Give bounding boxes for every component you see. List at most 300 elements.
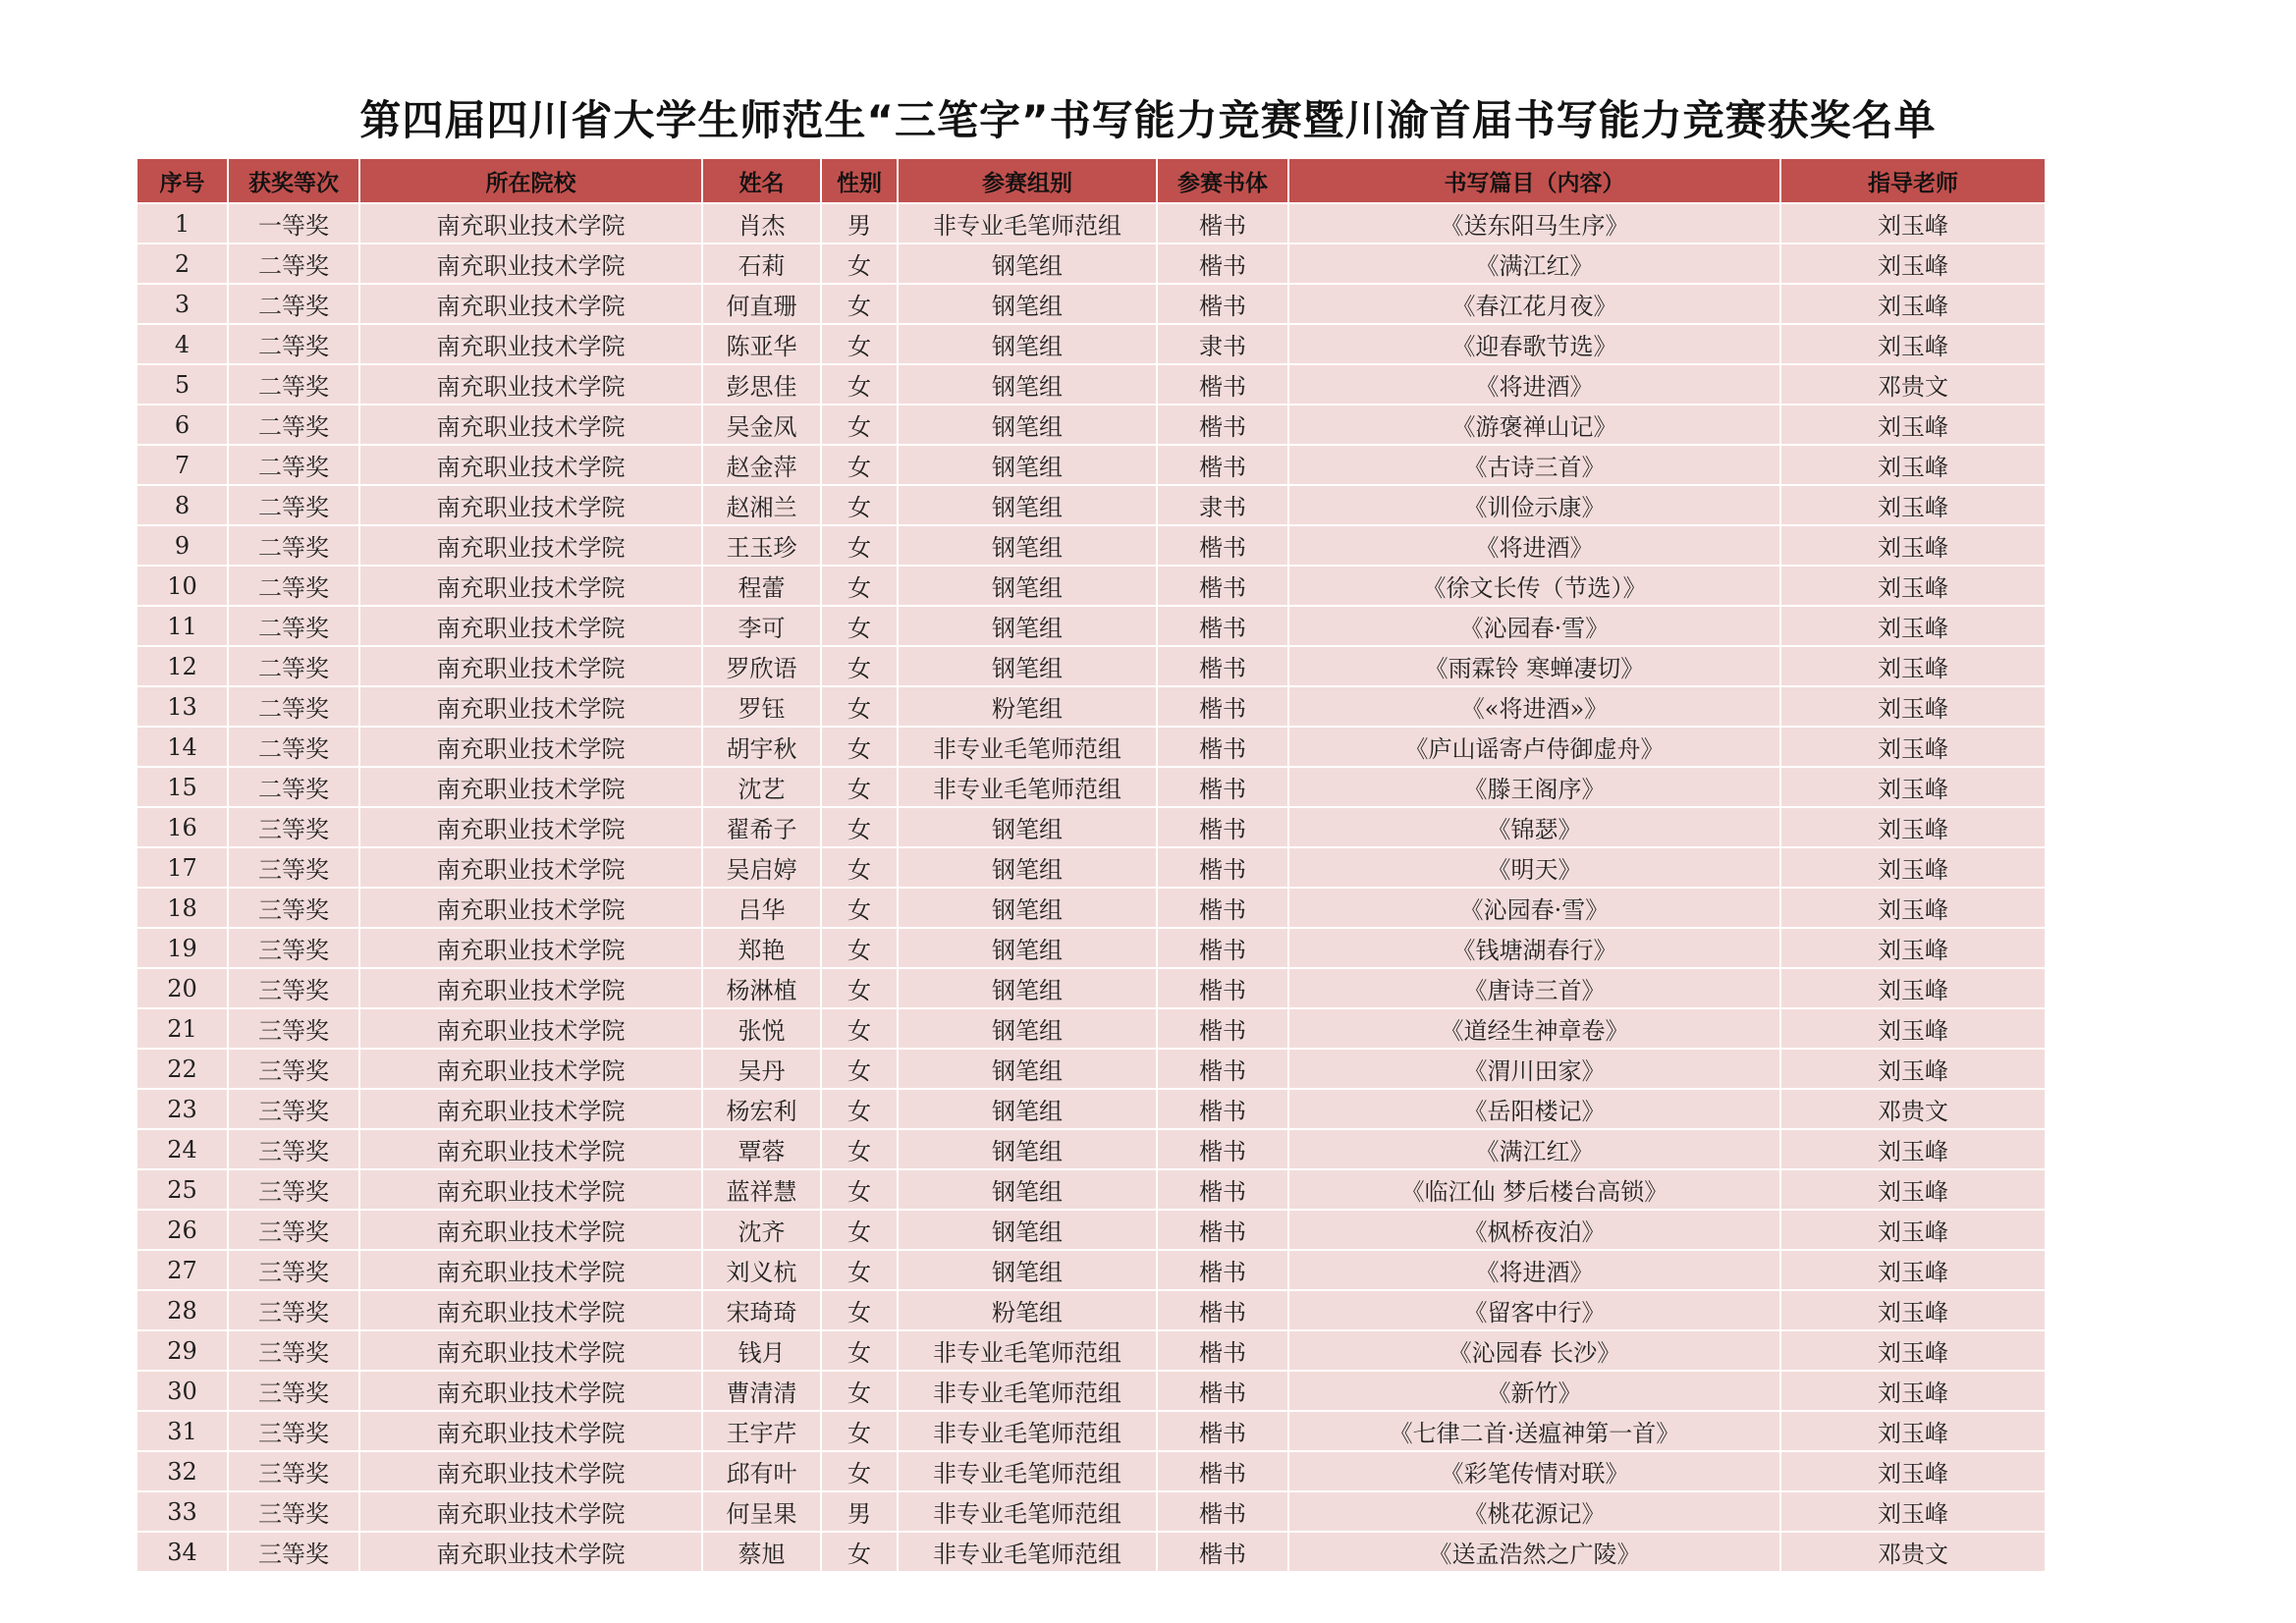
- cell-gender: 男: [821, 1491, 898, 1532]
- cell-award-level: 三等奖: [228, 1129, 359, 1169]
- cell-content: 《新竹》: [1288, 1371, 1780, 1411]
- cell-content: 《岳阳楼记》: [1288, 1089, 1780, 1129]
- cell-group: 钢笔组: [898, 1250, 1157, 1290]
- cell-name: 翟希子: [702, 807, 821, 847]
- cell-seq: 20: [137, 968, 228, 1008]
- cell-script-style: 楷书: [1157, 686, 1288, 727]
- cell-content: 《游褒禅山记》: [1288, 405, 1780, 445]
- cell-teacher: 刘玉峰: [1780, 646, 2045, 686]
- cell-script-style: 楷书: [1157, 928, 1288, 968]
- cell-teacher: 刘玉峰: [1780, 1451, 2045, 1491]
- table-row: [137, 1129, 2045, 1169]
- cell-content: 《彩笔传情对联》: [1288, 1451, 1780, 1491]
- cell-script-style: 楷书: [1157, 646, 1288, 686]
- cell-gender: 女: [821, 807, 898, 847]
- cell-content: 《留客中行》: [1288, 1290, 1780, 1330]
- cell-script-style: 楷书: [1157, 1532, 1288, 1572]
- cell-teacher: 邓贵文: [1780, 1532, 2045, 1572]
- column-header-group: 参赛组别: [898, 159, 1157, 203]
- cell-seq: 19: [137, 928, 228, 968]
- cell-group: 非专业毛笔师范组: [898, 727, 1157, 767]
- cell-school: 南充职业技术学院: [359, 968, 702, 1008]
- cell-teacher: 刘玉峰: [1780, 1049, 2045, 1089]
- cell-name: 石莉: [702, 243, 821, 284]
- cell-teacher: 刘玉峰: [1780, 1008, 2045, 1049]
- cell-award-level: 二等奖: [228, 284, 359, 324]
- table-row: [137, 727, 2045, 767]
- cell-teacher: 刘玉峰: [1780, 525, 2045, 566]
- cell-teacher: 刘玉峰: [1780, 606, 2045, 646]
- cell-script-style: 楷书: [1157, 566, 1288, 606]
- cell-teacher: 刘玉峰: [1780, 566, 2045, 606]
- cell-seq: 21: [137, 1008, 228, 1049]
- column-header-gender: 性别: [821, 159, 898, 203]
- cell-group: 钢笔组: [898, 364, 1157, 405]
- cell-gender: 女: [821, 243, 898, 284]
- table-row: [137, 1330, 2045, 1371]
- cell-seq: 6: [137, 405, 228, 445]
- cell-teacher: 刘玉峰: [1780, 1290, 2045, 1330]
- cell-gender: 女: [821, 606, 898, 646]
- cell-name: 郑艳: [702, 928, 821, 968]
- cell-group: 非专业毛笔师范组: [898, 1532, 1157, 1572]
- cell-seq: 33: [137, 1491, 228, 1532]
- cell-name: 王玉珍: [702, 525, 821, 566]
- cell-award-level: 二等奖: [228, 405, 359, 445]
- cell-script-style: 楷书: [1157, 1049, 1288, 1089]
- cell-name: 吕华: [702, 888, 821, 928]
- cell-group: 钢笔组: [898, 606, 1157, 646]
- cell-name: 吴丹: [702, 1049, 821, 1089]
- cell-gender: 男: [821, 203, 898, 243]
- cell-teacher: 刘玉峰: [1780, 243, 2045, 284]
- cell-group: 钢笔组: [898, 807, 1157, 847]
- cell-gender: 女: [821, 888, 898, 928]
- cell-teacher: 刘玉峰: [1780, 485, 2045, 525]
- cell-name: 覃蓉: [702, 1129, 821, 1169]
- cell-group: 钢笔组: [898, 405, 1157, 445]
- cell-school: 南充职业技术学院: [359, 324, 702, 364]
- cell-school: 南充职业技术学院: [359, 1371, 702, 1411]
- cell-award-level: 三等奖: [228, 1330, 359, 1371]
- table-row: [137, 1089, 2045, 1129]
- cell-content: 《枫桥夜泊》: [1288, 1210, 1780, 1250]
- cell-gender: 女: [821, 284, 898, 324]
- table-row: [137, 405, 2045, 445]
- table-row: [137, 1049, 2045, 1089]
- cell-teacher: 刘玉峰: [1780, 203, 2045, 243]
- cell-name: 吴金凤: [702, 405, 821, 445]
- cell-group: 钢笔组: [898, 1049, 1157, 1089]
- cell-teacher: 邓贵文: [1780, 1089, 2045, 1129]
- column-header-award-level: 获奖等次: [228, 159, 359, 203]
- cell-script-style: 楷书: [1157, 445, 1288, 485]
- cell-teacher: 刘玉峰: [1780, 1210, 2045, 1250]
- cell-content: 《庐山谣寄卢侍御虚舟》: [1288, 727, 1780, 767]
- cell-content: 《沁园春 长沙》: [1288, 1330, 1780, 1371]
- table-row: [137, 1210, 2045, 1250]
- table-header-row: [137, 159, 2045, 203]
- cell-school: 南充职业技术学院: [359, 284, 702, 324]
- cell-seq: 7: [137, 445, 228, 485]
- cell-name: 肖杰: [702, 203, 821, 243]
- cell-content: 《古诗三首》: [1288, 445, 1780, 485]
- cell-school: 南充职业技术学院: [359, 1532, 702, 1572]
- cell-group: 钢笔组: [898, 525, 1157, 566]
- cell-content: 《沁园春·雪》: [1288, 888, 1780, 928]
- cell-school: 南充职业技术学院: [359, 566, 702, 606]
- cell-gender: 女: [821, 767, 898, 807]
- cell-school: 南充职业技术学院: [359, 364, 702, 405]
- cell-content: 《雨霖铃 寒蝉凄切》: [1288, 646, 1780, 686]
- table-row: [137, 284, 2045, 324]
- cell-school: 南充职业技术学院: [359, 727, 702, 767]
- cell-award-level: 二等奖: [228, 243, 359, 284]
- cell-name: 罗欣语: [702, 646, 821, 686]
- cell-award-level: 二等奖: [228, 686, 359, 727]
- table-row: [137, 767, 2045, 807]
- cell-school: 南充职业技术学院: [359, 1008, 702, 1049]
- cell-script-style: 楷书: [1157, 1089, 1288, 1129]
- cell-gender: 女: [821, 928, 898, 968]
- cell-name: 沈齐: [702, 1210, 821, 1250]
- cell-school: 南充职业技术学院: [359, 928, 702, 968]
- cell-award-level: 三等奖: [228, 1290, 359, 1330]
- cell-award-level: 三等奖: [228, 1008, 359, 1049]
- cell-teacher: 刘玉峰: [1780, 1169, 2045, 1210]
- table-row: [137, 1411, 2045, 1451]
- cell-seq: 18: [137, 888, 228, 928]
- cell-script-style: 楷书: [1157, 243, 1288, 284]
- cell-award-level: 三等奖: [228, 1169, 359, 1210]
- cell-school: 南充职业技术学院: [359, 1089, 702, 1129]
- cell-name: 王宇芹: [702, 1411, 821, 1451]
- cell-seq: 17: [137, 847, 228, 888]
- cell-group: 钢笔组: [898, 646, 1157, 686]
- cell-script-style: 楷书: [1157, 888, 1288, 928]
- cell-seq: 25: [137, 1169, 228, 1210]
- cell-seq: 1: [137, 203, 228, 243]
- cell-school: 南充职业技术学院: [359, 485, 702, 525]
- cell-group: 钢笔组: [898, 888, 1157, 928]
- cell-name: 蔡旭: [702, 1532, 821, 1572]
- cell-name: 张悦: [702, 1008, 821, 1049]
- cell-script-style: 楷书: [1157, 767, 1288, 807]
- cell-gender: 女: [821, 1532, 898, 1572]
- cell-content: 《道经生神章卷》: [1288, 1008, 1780, 1049]
- cell-award-level: 三等奖: [228, 1411, 359, 1451]
- cell-award-level: 三等奖: [228, 1451, 359, 1491]
- cell-script-style: 楷书: [1157, 1451, 1288, 1491]
- cell-school: 南充职业技术学院: [359, 405, 702, 445]
- cell-content: 《徐文长传（节选）》: [1288, 566, 1780, 606]
- column-header-name: 姓名: [702, 159, 821, 203]
- cell-content: 《将进酒》: [1288, 1250, 1780, 1290]
- cell-school: 南充职业技术学院: [359, 1330, 702, 1371]
- table-row: [137, 807, 2045, 847]
- column-header-teacher: 指导老师: [1780, 159, 2045, 203]
- cell-award-level: 三等奖: [228, 847, 359, 888]
- cell-script-style: 楷书: [1157, 1290, 1288, 1330]
- cell-school: 南充职业技术学院: [359, 1411, 702, 1451]
- cell-award-level: 二等奖: [228, 646, 359, 686]
- cell-seq: 15: [137, 767, 228, 807]
- cell-seq: 27: [137, 1250, 228, 1290]
- table-row: [137, 606, 2045, 646]
- cell-teacher: 刘玉峰: [1780, 284, 2045, 324]
- cell-gender: 女: [821, 1008, 898, 1049]
- cell-script-style: 隶书: [1157, 324, 1288, 364]
- cell-seq: 23: [137, 1089, 228, 1129]
- cell-seq: 5: [137, 364, 228, 405]
- cell-school: 南充职业技术学院: [359, 847, 702, 888]
- cell-seq: 29: [137, 1330, 228, 1371]
- cell-script-style: 楷书: [1157, 203, 1288, 243]
- cell-seq: 32: [137, 1451, 228, 1491]
- cell-school: 南充职业技术学院: [359, 1210, 702, 1250]
- cell-teacher: 刘玉峰: [1780, 847, 2045, 888]
- cell-teacher: 刘玉峰: [1780, 1129, 2045, 1169]
- cell-school: 南充职业技术学院: [359, 243, 702, 284]
- cell-seq: 16: [137, 807, 228, 847]
- cell-award-level: 二等奖: [228, 324, 359, 364]
- cell-teacher: 邓贵文: [1780, 364, 2045, 405]
- cell-gender: 女: [821, 847, 898, 888]
- cell-name: 刘义杭: [702, 1250, 821, 1290]
- cell-seq: 22: [137, 1049, 228, 1089]
- cell-award-level: 三等奖: [228, 1089, 359, 1129]
- cell-gender: 女: [821, 646, 898, 686]
- cell-content: 《锦瑟》: [1288, 807, 1780, 847]
- cell-name: 陈亚华: [702, 324, 821, 364]
- table-row: [137, 485, 2045, 525]
- table-row: [137, 1491, 2045, 1532]
- cell-teacher: 刘玉峰: [1780, 1491, 2045, 1532]
- table-row: [137, 566, 2045, 606]
- cell-name: 邱有叶: [702, 1451, 821, 1491]
- cell-name: 胡宇秋: [702, 727, 821, 767]
- cell-gender: 女: [821, 566, 898, 606]
- cell-award-level: 二等奖: [228, 445, 359, 485]
- cell-group: 非专业毛笔师范组: [898, 1330, 1157, 1371]
- cell-content: 《将进酒》: [1288, 525, 1780, 566]
- cell-school: 南充职业技术学院: [359, 1491, 702, 1532]
- column-header-seq: 序号: [137, 159, 228, 203]
- cell-school: 南充职业技术学院: [359, 525, 702, 566]
- cell-group: 粉笔组: [898, 1290, 1157, 1330]
- cell-name: 蓝祥慧: [702, 1169, 821, 1210]
- cell-script-style: 楷书: [1157, 1008, 1288, 1049]
- cell-gender: 女: [821, 324, 898, 364]
- cell-gender: 女: [821, 485, 898, 525]
- cell-gender: 女: [821, 364, 898, 405]
- document-title: 第四届四川省大学生师范生“三笔字”书写能力竞赛暨川渝首届书写能力竞赛获奖名单: [359, 96, 1937, 144]
- cell-school: 南充职业技术学院: [359, 606, 702, 646]
- cell-group: 钢笔组: [898, 1089, 1157, 1129]
- cell-name: 程蕾: [702, 566, 821, 606]
- cell-script-style: 楷书: [1157, 525, 1288, 566]
- cell-name: 何呈果: [702, 1491, 821, 1532]
- cell-gender: 女: [821, 1169, 898, 1210]
- cell-group: 钢笔组: [898, 324, 1157, 364]
- cell-teacher: 刘玉峰: [1780, 445, 2045, 485]
- cell-teacher: 刘玉峰: [1780, 968, 2045, 1008]
- table-row: [137, 646, 2045, 686]
- cell-group: 钢笔组: [898, 968, 1157, 1008]
- cell-script-style: 楷书: [1157, 1491, 1288, 1532]
- cell-seq: 2: [137, 243, 228, 284]
- cell-teacher: 刘玉峰: [1780, 686, 2045, 727]
- cell-name: 钱月: [702, 1330, 821, 1371]
- cell-gender: 女: [821, 1330, 898, 1371]
- cell-script-style: 楷书: [1157, 606, 1288, 646]
- cell-name: 曹清清: [702, 1371, 821, 1411]
- cell-script-style: 楷书: [1157, 364, 1288, 405]
- cell-name: 沈艺: [702, 767, 821, 807]
- table-row: [137, 686, 2045, 727]
- cell-script-style: 楷书: [1157, 807, 1288, 847]
- cell-gender: 女: [821, 1129, 898, 1169]
- cell-script-style: 楷书: [1157, 1169, 1288, 1210]
- cell-school: 南充职业技术学院: [359, 1451, 702, 1491]
- cell-group: 非专业毛笔师范组: [898, 1451, 1157, 1491]
- cell-name: 彭思佳: [702, 364, 821, 405]
- cell-award-level: 二等奖: [228, 606, 359, 646]
- cell-group: 钢笔组: [898, 1210, 1157, 1250]
- cell-script-style: 楷书: [1157, 727, 1288, 767]
- cell-script-style: 楷书: [1157, 1371, 1288, 1411]
- cell-script-style: 楷书: [1157, 1330, 1288, 1371]
- cell-gender: 女: [821, 525, 898, 566]
- cell-content: 《渭川田家》: [1288, 1049, 1780, 1089]
- table-body: [137, 203, 2045, 1572]
- cell-content: 《七律二首·送瘟神第一首》: [1288, 1411, 1780, 1451]
- cell-group: 非专业毛笔师范组: [898, 1371, 1157, 1411]
- cell-gender: 女: [821, 445, 898, 485]
- cell-school: 南充职业技术学院: [359, 1250, 702, 1290]
- cell-content: 《春江花月夜》: [1288, 284, 1780, 324]
- cell-name: 何直珊: [702, 284, 821, 324]
- cell-gender: 女: [821, 1049, 898, 1089]
- cell-teacher: 刘玉峰: [1780, 1411, 2045, 1451]
- cell-script-style: 楷书: [1157, 1411, 1288, 1451]
- cell-group: 钢笔组: [898, 243, 1157, 284]
- cell-gender: 女: [821, 686, 898, 727]
- cell-name: 赵金萍: [702, 445, 821, 485]
- table-row: [137, 1451, 2045, 1491]
- cell-group: 钢笔组: [898, 847, 1157, 888]
- cell-school: 南充职业技术学院: [359, 686, 702, 727]
- cell-script-style: 楷书: [1157, 1129, 1288, 1169]
- cell-school: 南充职业技术学院: [359, 807, 702, 847]
- cell-seq: 30: [137, 1371, 228, 1411]
- cell-school: 南充职业技术学院: [359, 1129, 702, 1169]
- cell-name: 赵湘兰: [702, 485, 821, 525]
- cell-seq: 9: [137, 525, 228, 566]
- cell-teacher: 刘玉峰: [1780, 405, 2045, 445]
- cell-group: 非专业毛笔师范组: [898, 1411, 1157, 1451]
- cell-name: 杨宏利: [702, 1089, 821, 1129]
- cell-script-style: 楷书: [1157, 1210, 1288, 1250]
- cell-gender: 女: [821, 1451, 898, 1491]
- cell-award-level: 二等奖: [228, 525, 359, 566]
- cell-award-level: 三等奖: [228, 1371, 359, 1411]
- cell-gender: 女: [821, 1290, 898, 1330]
- cell-script-style: 楷书: [1157, 405, 1288, 445]
- cell-group: 非专业毛笔师范组: [898, 203, 1157, 243]
- cell-content: 《迎春歌节选》: [1288, 324, 1780, 364]
- cell-award-level: 一等奖: [228, 203, 359, 243]
- cell-group: 非专业毛笔师范组: [898, 1491, 1157, 1532]
- cell-content: 《明天》: [1288, 847, 1780, 888]
- cell-group: 非专业毛笔师范组: [898, 767, 1157, 807]
- table-row: [137, 324, 2045, 364]
- cell-seq: 3: [137, 284, 228, 324]
- cell-content: 《«将进酒»》: [1288, 686, 1780, 727]
- cell-award-level: 三等奖: [228, 807, 359, 847]
- cell-teacher: 刘玉峰: [1780, 807, 2045, 847]
- cell-name: 宋琦琦: [702, 1290, 821, 1330]
- table-row: [137, 1532, 2045, 1572]
- table-row: [137, 243, 2045, 284]
- cell-seq: 12: [137, 646, 228, 686]
- table-row: [137, 1250, 2045, 1290]
- cell-seq: 10: [137, 566, 228, 606]
- cell-gender: 女: [821, 1371, 898, 1411]
- cell-gender: 女: [821, 1210, 898, 1250]
- cell-award-level: 三等奖: [228, 1049, 359, 1089]
- cell-content: 《沁园春·雪》: [1288, 606, 1780, 646]
- cell-school: 南充职业技术学院: [359, 646, 702, 686]
- table-row: [137, 847, 2045, 888]
- cell-gender: 女: [821, 968, 898, 1008]
- cell-group: 钢笔组: [898, 928, 1157, 968]
- table-row: [137, 525, 2045, 566]
- cell-award-level: 三等奖: [228, 1250, 359, 1290]
- cell-content: 《送孟浩然之广陵》: [1288, 1532, 1780, 1572]
- cell-group: 钢笔组: [898, 566, 1157, 606]
- cell-award-level: 三等奖: [228, 928, 359, 968]
- cell-content: 《送东阳马生序》: [1288, 203, 1780, 243]
- table-row: [137, 1290, 2045, 1330]
- cell-name: 李可: [702, 606, 821, 646]
- cell-group: 钢笔组: [898, 485, 1157, 525]
- table-row: [137, 1008, 2045, 1049]
- cell-award-level: 三等奖: [228, 1532, 359, 1572]
- cell-gender: 女: [821, 1250, 898, 1290]
- cell-seq: 28: [137, 1290, 228, 1330]
- cell-seq: 4: [137, 324, 228, 364]
- table-row: [137, 888, 2045, 928]
- cell-teacher: 刘玉峰: [1780, 888, 2045, 928]
- cell-gender: 女: [821, 727, 898, 767]
- cell-script-style: 楷书: [1157, 968, 1288, 1008]
- cell-teacher: 刘玉峰: [1780, 767, 2045, 807]
- cell-award-level: 三等奖: [228, 1491, 359, 1532]
- cell-gender: 女: [821, 1411, 898, 1451]
- cell-award-level: 二等奖: [228, 485, 359, 525]
- cell-teacher: 刘玉峰: [1780, 928, 2045, 968]
- cell-group: 钢笔组: [898, 284, 1157, 324]
- cell-script-style: 楷书: [1157, 1250, 1288, 1290]
- table-row: [137, 1169, 2045, 1210]
- column-header-script-style: 参赛书体: [1157, 159, 1288, 203]
- cell-seq: 26: [137, 1210, 228, 1250]
- cell-content: 《滕王阁序》: [1288, 767, 1780, 807]
- cell-content: 《桃花源记》: [1288, 1491, 1780, 1532]
- cell-script-style: 楷书: [1157, 847, 1288, 888]
- cell-teacher: 刘玉峰: [1780, 1250, 2045, 1290]
